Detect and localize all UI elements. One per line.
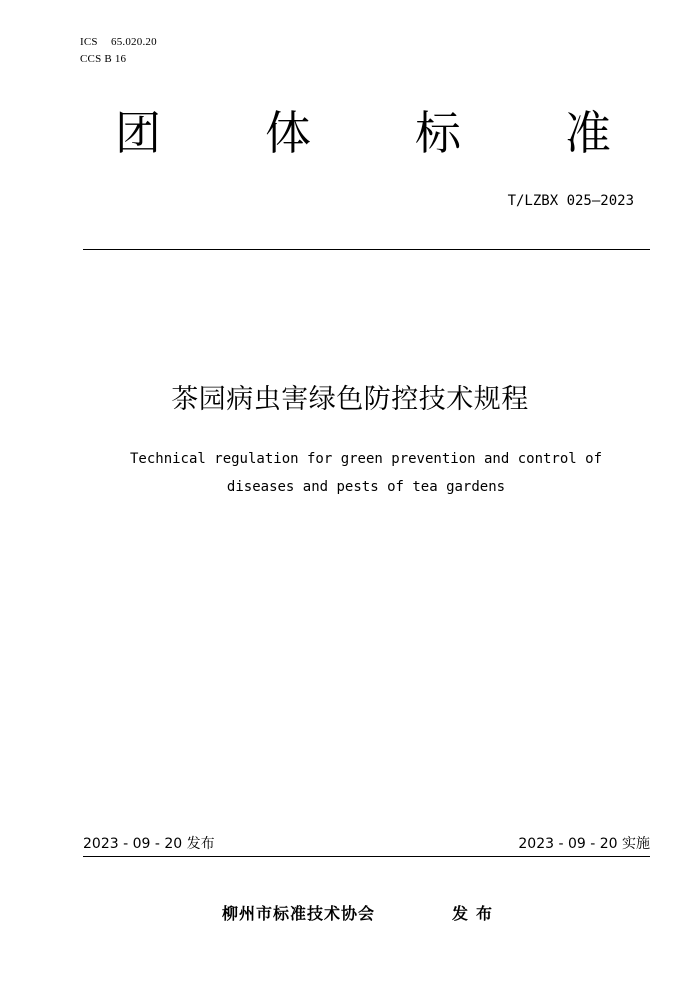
document-type-char-1: 团	[115, 106, 161, 160]
document-title-chinese: 茶园病虫害绿色防控技术规程	[171, 384, 529, 415]
issue-date: 2023 - 09 - 20 发布	[83, 836, 215, 852]
ics-code: 65.020.20	[111, 36, 157, 48]
document-title-english-line-1: Technical regulation for green prevention and control of	[129, 451, 602, 467]
standard-number: T/LZBX 025—2023	[507, 193, 634, 209]
ics-label: ICS	[80, 36, 98, 48]
publisher-name: 柳州市标准技术协会	[222, 904, 376, 923]
footer-divider	[83, 856, 650, 857]
ccs-classification	[80, 52, 126, 66]
ccs-code: B 16	[104, 53, 127, 65]
document-type-heading	[0, 102, 700, 164]
ccs-label: CCS	[80, 53, 102, 65]
ics-classification	[80, 35, 157, 49]
document-type-char-4: 准	[565, 106, 611, 160]
publish-label: 发布	[452, 904, 501, 923]
header-divider	[83, 249, 650, 250]
implementation-date: 2023 - 09 - 20 实施	[518, 836, 650, 852]
document-type-char-3: 标	[415, 106, 461, 160]
document-type-char-2: 体	[265, 106, 311, 160]
document-title-english-line-2: diseases and pests of tea gardens	[226, 479, 506, 495]
